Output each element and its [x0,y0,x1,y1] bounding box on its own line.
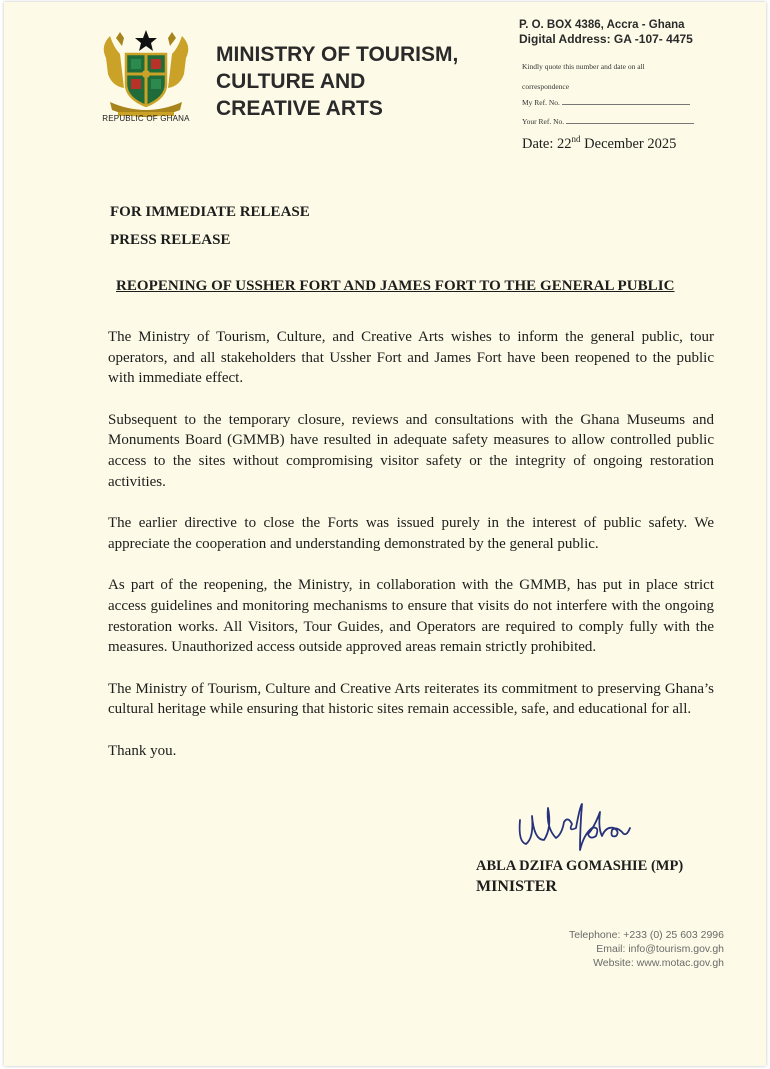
po-box: P. O. BOX 4386, Accra - Ghana [519,19,685,31]
ministry-line-1: MINISTRY OF TOURISM, [216,43,459,66]
quote-note-line-2: correspondence [522,82,570,91]
contact-block [569,928,724,970]
contact-email: Email: info@tourism.gov.gh [596,943,724,955]
my-ref-label: My Ref. No. [522,98,560,107]
ministry-name [216,41,458,122]
republic-label: REPUBLIC OF GHANA [102,114,190,123]
quote-note [522,57,645,77]
contact-telephone: Telephone: +233 (0) 25 603 2996 [568,929,724,941]
immediate-release-label: FOR IMMEDIATE RELEASE [110,204,310,220]
body-paragraph-5: The Ministry of Tourism, Culture and Creative Arts reiterates its commitment to preserving Ghana’s cultural heritage while ensuring that historic sites remain accessible, safe, and educational for all. [108,680,714,718]
closing-thank-you: Thank you. [108,742,177,759]
address-block [519,18,693,46]
letter-date [522,134,676,153]
release-body [108,327,714,783]
body-paragraph-1: The Ministry of Tourism, Culture, and Creative Arts wishes to inform the general public, tour operators, and all stakeholders that Ussher Fort and James Fort have been reopened to the public with immediate effect. [108,329,714,387]
body-paragraph-3: The earlier directive to close the Forts was issued purely in the interest of public safety. We appreciate the cooperation and understanding demonstrated by the general public. [108,515,714,552]
body-paragraph-2: Subsequent to the temporary closure, reviews and consultations with the Ghana Museums and Monuments Board (GMMB) have resulted in adequate safety measures to allow controlled public access to the sites without compromising visitor safety or the integrity of ongoing restoration activities. [108,411,714,490]
date-suffix: December 2025 [580,135,677,152]
signature-icon [510,798,646,856]
quote-note-cont [522,77,569,97]
your-ref-field [522,116,694,126]
signatory-name: ABLA DZIFA GOMASHIE (MP) [476,858,684,874]
contact-website: Website: www.motac.gov.gh [593,957,724,969]
quote-note-line-1: Kindly quote this number and date on all [522,62,645,71]
letter-page [4,2,766,1066]
your-ref-line [566,116,694,124]
signatory-title: MINISTER [476,878,557,895]
ministry-line-2: CULTURE AND [216,70,366,93]
my-ref-field [522,97,690,107]
digital-address: Digital Address: GA -107- 4475 [519,32,693,46]
your-ref-label: Your Ref. No. [522,117,565,126]
my-ref-line [562,97,690,105]
press-release-label: PRESS RELEASE [110,232,231,248]
body-paragraph-4: As part of the reopening, the Ministry, in collaboration with the GMMB, has put in place strict access guidelines and monitoring mechanisms to ensure that visits do not interfere with the ongoing restoration works. All Visitors, Tour Guides, and Operators are required to comply fully with the measures. Unauthorized access outside approved areas remain strictly prohibited. [108,577,714,656]
date-prefix: Date: 22 [522,135,572,152]
release-labels [110,198,310,254]
ghana-coat-of-arms-icon [96,28,196,120]
date-suffix-ordinal: nd [571,134,581,144]
ministry-line-3: CREATIVE ARTS [216,97,383,120]
release-title: REOPENING OF USSHER FORT AND JAMES FORT TO THE GENERAL PUBLIC [116,278,675,294]
